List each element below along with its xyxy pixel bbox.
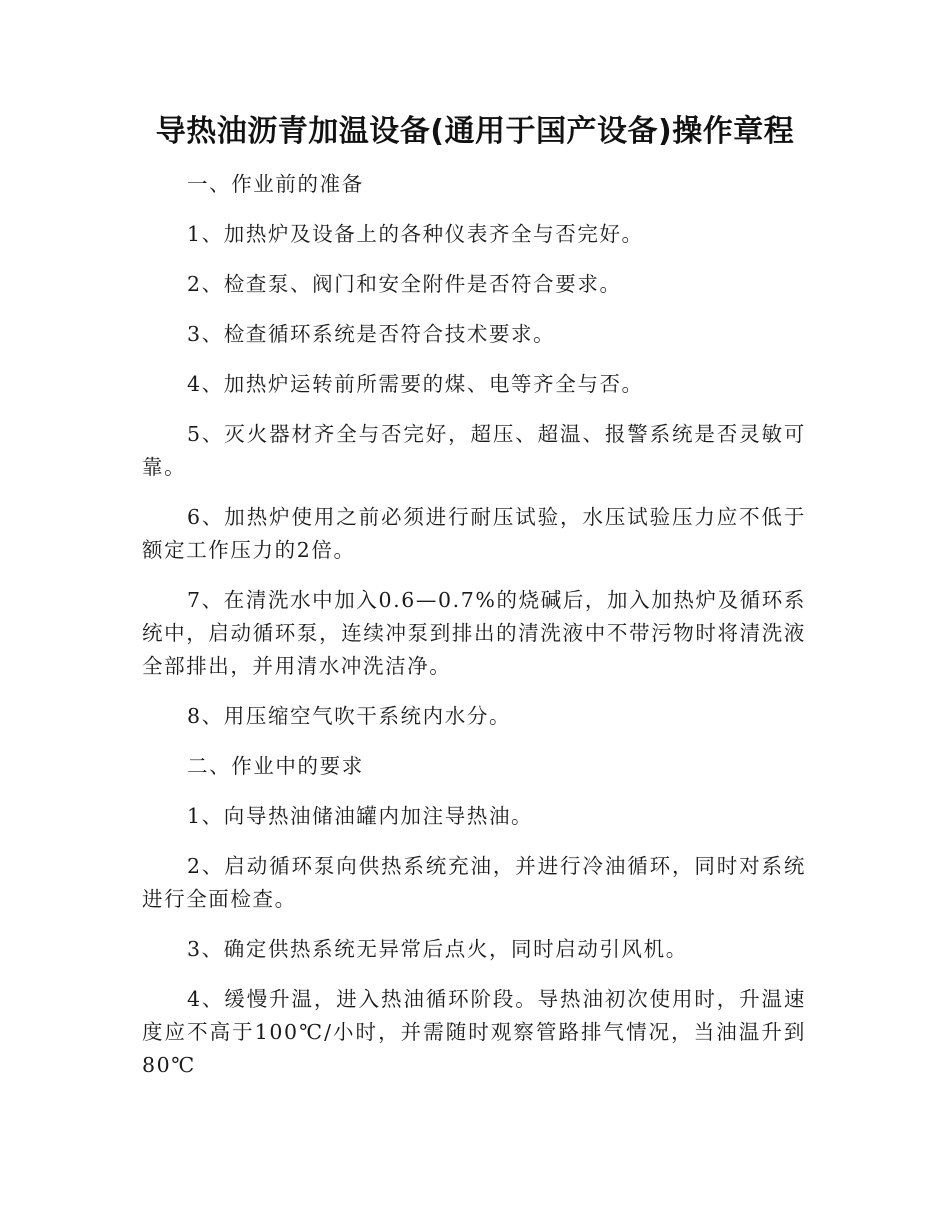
section-heading-preparation: 一、作业前的准备 [187,172,364,196]
paragraph-item: 4、加热炉运转前所需要的煤、电等齐全与否。 [187,372,644,396]
paragraph-item: 3、确定供热系统无异常后点火，同时启动引风机。 [187,937,688,961]
paragraph-item: 2、检查泵、阀门和安全附件是否符合要求。 [187,272,622,296]
paragraph-item: 8、用压缩空气吹干系统内水分。 [187,704,512,728]
paragraph-item: 6、加热炉使用之前必须进行耐压试验，水压试验压力应不低于额定工作压力的2倍。 [142,505,806,562]
paragraph-item: 3、检查循环系统是否符合技术要求。 [187,322,556,346]
paragraph-item: 4、缓慢升温，进入热油循环阶段。导热油初次使用时，升温速度应不高于100℃/小时，并需随时观察管路排气情况，当油温升到80℃ [142,987,806,1077]
document-title: 导热油沥青加温设备(通用于国产设备)操作章程 [155,114,795,149]
paragraph-item: 1、加热炉及设备上的各种仪表齐全与否完好。 [187,222,644,246]
paragraph-item: 5、灭火器材齐全与否完好，超压、超温、报警系统是否灵敏可靠。 [142,422,806,479]
paragraph-item: 2、启动循环泵向供热系统充油，并进行冷油循环，同时对系统进行全面检查。 [142,854,806,911]
paragraph-item: 1、向导热油储油罐内加注导热油。 [187,804,534,828]
paragraph-item: 7、在清洗水中加入0.6—0.7%的烧碱后，加入加热炉及循环系统中，启动循环泵，连续冲泵到排出的清洗液中不带污物时将清洗液全部排出，并用清水冲洗洁净。 [142,588,806,678]
document-body [142,168,806,1099]
section-heading-operation: 二、作业中的要求 [187,754,364,778]
